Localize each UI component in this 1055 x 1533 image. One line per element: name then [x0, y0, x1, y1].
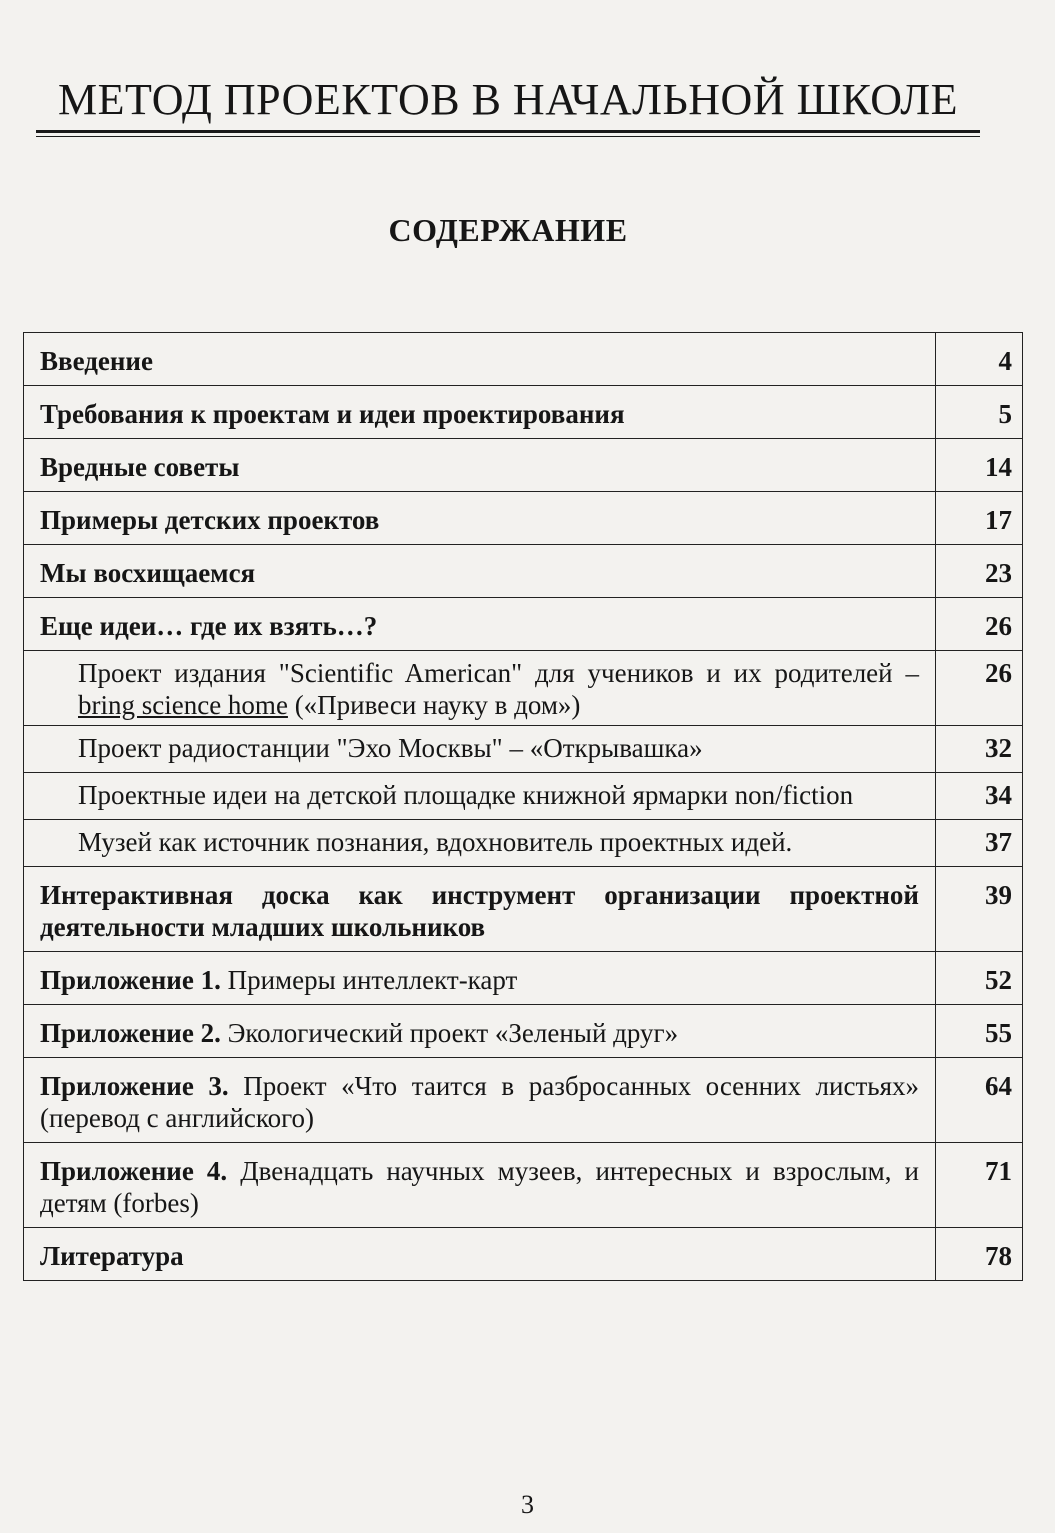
header-rule-thin — [36, 136, 980, 137]
toc-row — [24, 439, 1023, 492]
toc-page: 26 — [936, 651, 1023, 726]
toc-row — [24, 598, 1023, 651]
toc-page: 17 — [936, 492, 1023, 545]
toc-entry — [24, 1143, 936, 1228]
toc-entry — [24, 952, 936, 1005]
toc-subentry-text: («Привеси науку в дом») — [287, 690, 581, 720]
toc-row — [24, 726, 1023, 773]
toc-page: 14 — [936, 439, 1023, 492]
toc-entry-text: Экологический проект «Зеленый друг» — [220, 1018, 679, 1048]
toc-subentry: Музей как источник познания, вдохновитель проектных идей. — [24, 820, 936, 867]
toc-subentry: Проект радиостанции "Эхо Москвы" – «Открывашка» — [24, 726, 936, 773]
toc-row — [24, 1143, 1023, 1228]
toc-entry: Интерактивная доска как инструмент организации проектной деятельности младших школьников — [24, 867, 936, 952]
toc-page: 64 — [936, 1058, 1023, 1143]
toc-entry: Вредные советы — [24, 439, 936, 492]
toc-row — [24, 545, 1023, 598]
toc-entry-text: Проект «Что таится в разбросанных осенних листьях» (перевод с английского) — [40, 1071, 919, 1133]
toc-row — [24, 867, 1023, 952]
appendix-label: Приложение 3. — [40, 1071, 229, 1101]
toc-row — [24, 651, 1023, 726]
appendix-label: Приложение 1. — [40, 965, 221, 995]
toc-entry: Требования к проектам и идеи проектирования — [24, 386, 936, 439]
header-rule — [36, 130, 980, 133]
toc-page: 5 — [936, 386, 1023, 439]
toc-page: 52 — [936, 952, 1023, 1005]
toc-entry-text: Примеры интеллект-карт — [220, 965, 518, 995]
toc-entry — [24, 1005, 936, 1058]
toc-table — [23, 332, 1023, 1281]
toc-subentry-text: Проект издания "Scientific American" для учеников и их родителей – — [78, 658, 919, 688]
toc-subentry — [24, 651, 936, 726]
toc-entry: Введение — [24, 333, 936, 386]
toc-row — [24, 1005, 1023, 1058]
toc-page: 4 — [936, 333, 1023, 386]
toc-row — [24, 1058, 1023, 1143]
toc-entry — [24, 1058, 936, 1143]
appendix-label: Приложение 4. — [40, 1156, 228, 1186]
toc-page: 37 — [936, 820, 1023, 867]
page-header: МЕТОД ПРОЕКТОВ В НАЧАЛЬНОЙ ШКОЛЕ — [57, 75, 959, 124]
toc-entry-text: Двенадцать научных музеев, интересных и взрослым, и детям (forbes) — [40, 1156, 919, 1218]
toc-row — [24, 386, 1023, 439]
page-number: 3 — [521, 1490, 534, 1519]
toc-page: 32 — [936, 726, 1023, 773]
toc-row — [24, 773, 1023, 820]
toc-row — [24, 820, 1023, 867]
toc-page: 39 — [936, 867, 1023, 952]
toc-entry: Примеры детских проектов — [24, 492, 936, 545]
toc-page: 71 — [936, 1143, 1023, 1228]
toc-entry: Еще идеи… где их взять…? — [24, 598, 936, 651]
toc-subentry: Проектные идеи на детской площадке книжной ярмарки non/fiction — [24, 773, 936, 820]
appendix-label: Приложение 2. — [40, 1018, 221, 1048]
toc-page: 34 — [936, 773, 1023, 820]
toc-row — [24, 952, 1023, 1005]
toc-entry: Литература — [24, 1228, 936, 1281]
toc-page: 26 — [936, 598, 1023, 651]
toc-page: 23 — [936, 545, 1023, 598]
toc-subentry-link: bring science home — [78, 690, 288, 720]
toc-entry: Мы восхищаемся — [24, 545, 936, 598]
toc-page: 55 — [936, 1005, 1023, 1058]
toc-page: 78 — [936, 1228, 1023, 1281]
toc-row — [24, 492, 1023, 545]
toc-row — [24, 1228, 1023, 1281]
toc-title: СОДЕРЖАНИЕ — [388, 212, 628, 248]
toc-row — [24, 333, 1023, 386]
